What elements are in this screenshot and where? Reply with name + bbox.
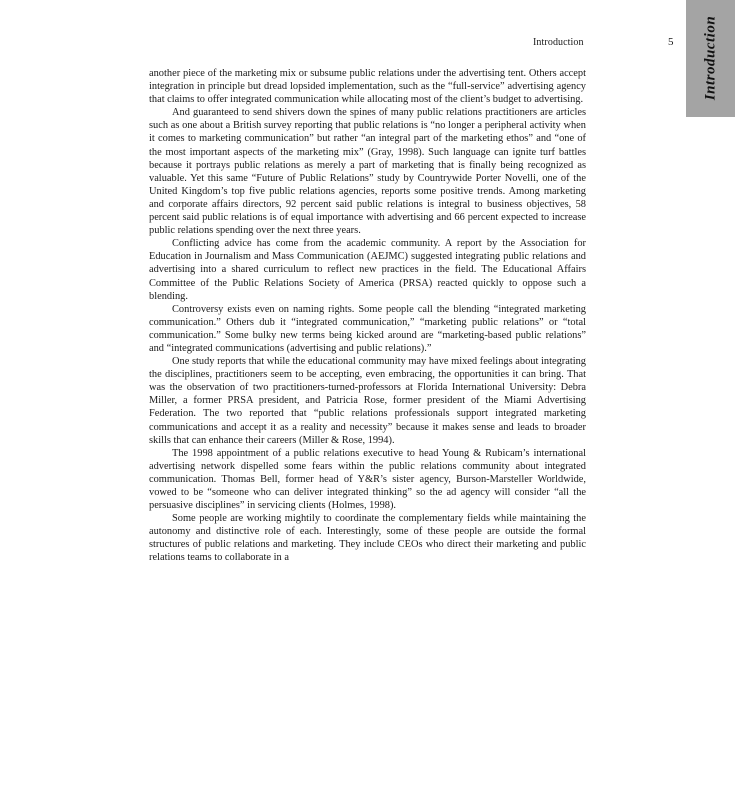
paragraph: And guaranteed to send shivers down the spines of many public relations practitioners are articles such as one about a British survey reporting that public relations is “no longer a peripheral activity when it comes to marketing communication” but rather “an integral part of the marketing ethos” and “one of the most important aspects of the marketing mix” (Gray, 1998). Such language can ignite turf battles because it portrays public relations as merely a part of marketing that is finally being recognized as valuable. Yet this same “Future of Public Relations” study by Countrywide Porter Novelli, one of the United Kingdom’s top five public relations agencies, reports some positive trends. Among marketing and corporate affairs directors, 92 percent said public relations is integral to business objectives, 58 percent said public relations is of equal importance with advertising and 66 percent expected to increase public relations spending over the next three years. [149,107,586,237]
page-number: 5 [668,36,674,48]
paragraph: Some people are working mightily to coordinate the complementary fields while maintaining the autonomy and distinctive role of each. Interestingly, some of these people are outside the formal structures of public relations and marketing. They include CEOs who direct their marketing and public relations teams to collaborate in a [149,513,586,564]
chapter-side-tab-label: Introduction [702,15,718,101]
paragraph: Conflicting advice has come from the academic community. A report by the Association for Education in Journalism and Mass Communication (AEJMC) suggested integrating public relations and advertising into a shared curriculum to reflect new practices in the field. The Educational Affairs Committee of the Public Relations Society of America (PRSA) reacted quickly to oppose such a blending. [149,238,586,302]
chapter-side-tab [686,0,735,117]
paragraph: The 1998 appointment of a public relations executive to head Young & Rubicam’s international advertising network dispelled some fears within the public relations community about integrated communication. Thomas Bell, former head of Y&R’s sister agency, Burson-Marsteller Worldwide, vowed to be “someone who can deliver integrated thinking” so the ad agency will consider “all the persuasive disciplines” in servicing clients (Holmes, 1998). [149,447,586,512]
body-text [149,67,586,565]
paragraph: Controversy exists even on naming rights. Some people call the blending “integrated marketing communication.” Others dub it “integrated communication,” “marketing public relations” or “total communication.” Some bulky new terms being kicked around are “marketing-based public relations” and “integrated communications (advertising and public relations).” [149,303,586,354]
running-header-title: Introduction [533,37,584,48]
paragraph: another piece of the marketing mix or subsume public relations under the advertising tent. Others accept integration in principle but dread lopsided implementation, such as the “full-service” advertising agency that claims to offer integrated communication while allocating most of the client’s budget to advertising. [149,68,586,106]
paragraph: One study reports that while the educational community may have mixed feelings about integrating the disciplines, practitioners seem to be accepting, even embracing, the opportunities it can bring. That was the observation of two practitioners-turned-professors at Florida International University: Debra Miller, a former PRSA president, and Patricia Rose, former president of the Miami Advertising Federation. The two reported that “public relations professionals support integrated marketing communications and accept it as a reality and necessity” because it makes sense and leads to broader skills that can enhance their careers (Miller & Rose, 1994). [149,356,586,446]
